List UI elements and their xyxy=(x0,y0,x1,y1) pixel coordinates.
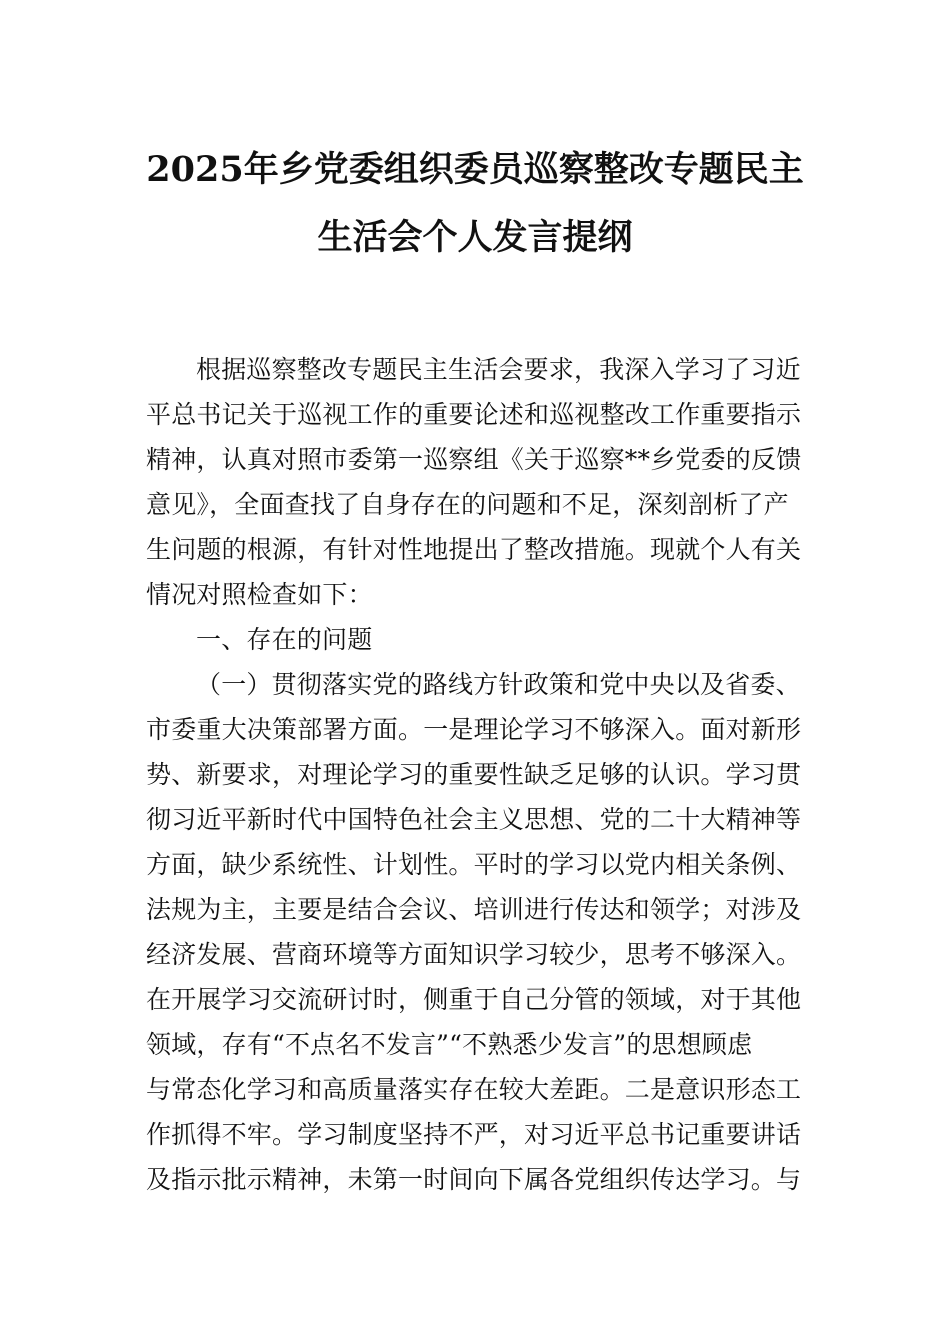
document-title-line-1: 2025年乡党委组织委员巡察整改专题民主 xyxy=(146,149,804,190)
body-line: 作抓得不牢。学习制度坚持不严，对习近平总书记重要讲话 xyxy=(146,1120,802,1149)
body-line: 与常态化学习和高质量落实存在较大差距。二是意识形态工 xyxy=(146,1075,802,1104)
section-heading: 一、存在的问题 xyxy=(196,625,373,654)
intro-line: 意见》，全面查找了自身存在的问题和不足，深刻剖析了产 xyxy=(146,490,789,519)
body-line: 势、新要求，对理论学习的重要性缺乏足够的认识。学习贯 xyxy=(146,760,802,789)
body-line: 方面，缺少系统性、计划性。平时的学习以党内相关条例、 xyxy=(146,850,802,879)
intro-line: 情况对照检查如下： xyxy=(146,580,373,609)
body-line: 彻习近平新时代中国特色社会主义思想、党的二十大精神等 xyxy=(146,805,802,834)
intro-line: 精神，认真对照市委第一巡察组《关于巡察**乡党委的反馈 xyxy=(146,445,802,474)
intro-line: 生问题的根源，有针对性地提出了整改措施。现就个人有关 xyxy=(146,535,802,564)
body-line: 法规为主，主要是结合会议、培训进行传达和领学；对涉及 xyxy=(146,895,802,924)
document-title-line-2: 生活会个人发言提纲 xyxy=(317,217,633,258)
intro-line: 平总书记关于巡视工作的重要论述和巡视整改工作重要指示 xyxy=(146,400,802,429)
body-line: 及指示批示精神，未第一时间向下属各党组织传达学习。与 xyxy=(146,1165,802,1194)
intro-line: 根据巡察整改专题民主生活会要求，我深入学习了习近 xyxy=(196,355,801,384)
body-line: 经济发展、营商环境等方面知识学习较少，思考不够深入。 xyxy=(146,940,802,969)
body-line: 领域，存有“不点名不发言”“不熟悉少发言”的思想顾虑 xyxy=(146,1030,753,1059)
body-line: 在开展学习交流研讨时，侧重于自己分管的领域，对于其他 xyxy=(146,985,802,1014)
body-line: 市委重大决策部署方面。一是理论学习不够深入。面对新形 xyxy=(146,715,802,744)
body-line: （一）贯彻落实党的路线方针政策和党中央以及省委、 xyxy=(196,670,801,699)
